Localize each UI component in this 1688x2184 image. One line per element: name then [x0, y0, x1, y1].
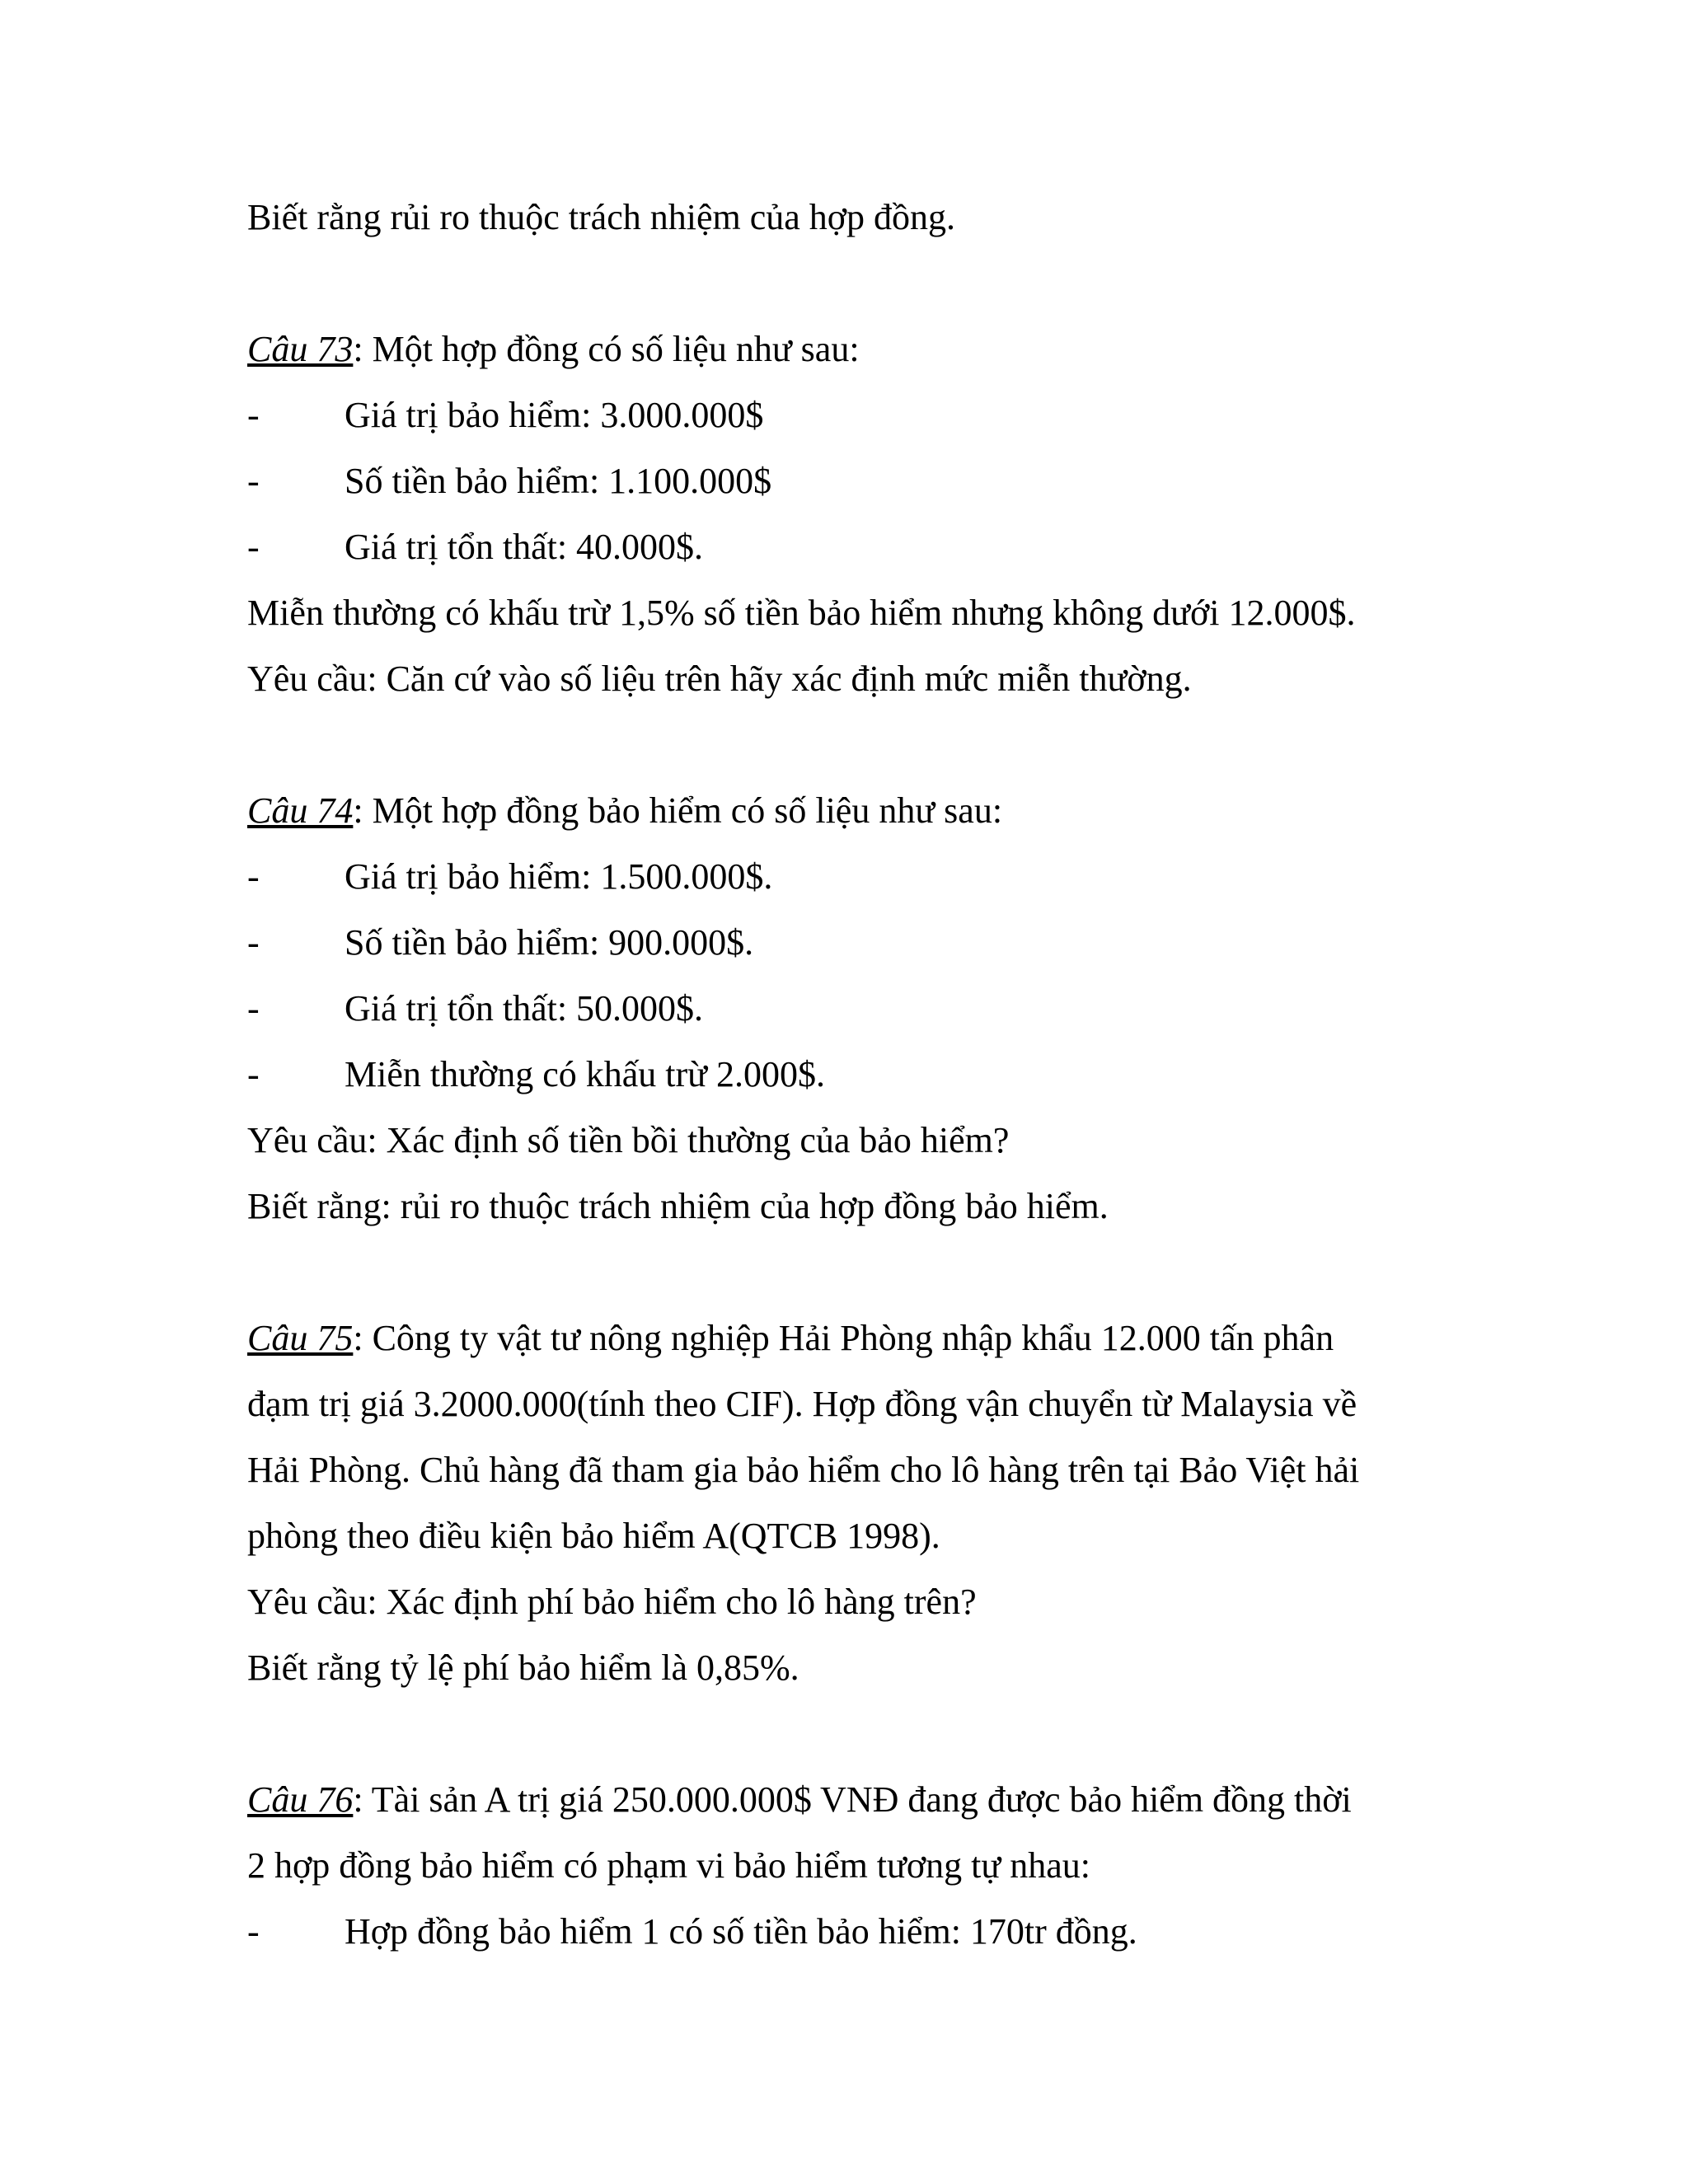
question-74-line-1: Yêu cầu: Xác định số tiền bồi thường của bảo hiểm?	[247, 1120, 1010, 1160]
question-73-heading-text: : Một hợp đồng có số liệu như sau:	[353, 329, 860, 369]
question-73-line-2: Yêu cầu: Căn cứ vào số liệu trên hãy xác định mức miễn thường.	[247, 658, 1192, 699]
question-74-bullet-4: Miễn thường có khấu trừ 2.000$.	[345, 1054, 825, 1094]
intro-text: Biết rằng rủi ro thuộc trách nhiệm của hợp đồng.	[247, 197, 956, 237]
question-73-label: Câu 73	[247, 329, 354, 369]
question-75-label: Câu 75	[247, 1318, 354, 1358]
question-76-heading-text: : Tài sản A trị giá 250.000.000$ VNĐ đang được bảo hiểm đồng thời	[353, 1779, 1352, 1820]
question-75-line-3: phòng theo điều kiện bảo hiểm A(QTCB 1998).	[247, 1516, 940, 1556]
bullet-marker: -	[247, 395, 260, 435]
question-74-heading	[247, 788, 1002, 834]
question-76-line-1: 2 hợp đồng bảo hiểm có phạm vi bảo hiểm tương tự nhau:	[247, 1845, 1090, 1886]
question-75-heading-text: : Công ty vật tư nông nghiệp Hải Phòng nhập khẩu 12.000 tấn phân	[353, 1318, 1334, 1358]
bullet-marker: -	[247, 1054, 260, 1094]
question-76-label: Câu 76	[247, 1779, 354, 1820]
question-75-line-4: Yêu cầu: Xác định phí bảo hiểm cho lô hàng trên?	[247, 1582, 977, 1622]
question-75-heading	[247, 1315, 1334, 1361]
question-74-label: Câu 74	[247, 790, 354, 831]
bullet-marker: -	[247, 1911, 260, 1952]
question-75-line-1: đạm trị giá 3.2000.000(tính theo CIF). Hợp đồng vận chuyển từ Malaysia về	[247, 1384, 1357, 1424]
question-74-bullet-3: Giá trị tổn thất: 50.000$.	[345, 988, 704, 1029]
bullet-marker: -	[247, 988, 260, 1029]
question-73-bullet-3: Giá trị tổn thất: 40.000$.	[345, 527, 704, 567]
question-75-line-5: Biết rằng tỷ lệ phí bảo hiểm là 0,85%.	[247, 1647, 799, 1688]
question-73-line-1: Miễn thường có khấu trừ 1,5% số tiền bảo hiểm nhưng không dưới 12.000$.	[247, 593, 1356, 633]
question-76-heading	[247, 1777, 1352, 1823]
bullet-marker: -	[247, 856, 260, 897]
bullet-marker: -	[247, 922, 260, 963]
question-73-heading	[247, 326, 860, 373]
question-75-line-2: Hải Phòng. Chủ hàng đã tham gia bảo hiểm cho lô hàng trên tại Bảo Việt hải	[247, 1450, 1360, 1490]
question-73-bullet-2: Số tiền bảo hiểm: 1.100.000$	[345, 461, 772, 501]
bullet-marker: -	[247, 527, 260, 567]
question-74-bullet-1: Giá trị bảo hiểm: 1.500.000$.	[345, 856, 773, 897]
question-74-heading-text: : Một hợp đồng bảo hiểm có số liệu như sau:	[353, 790, 1003, 831]
question-74-bullet-2: Số tiền bảo hiểm: 900.000$.	[345, 922, 754, 963]
question-73-bullet-1: Giá trị bảo hiểm: 3.000.000$	[345, 395, 764, 435]
question-74-line-2: Biết rằng: rủi ro thuộc trách nhiệm của hợp đồng bảo hiểm.	[247, 1186, 1109, 1226]
bullet-marker: -	[247, 461, 260, 501]
question-76-bullet-1: Hợp đồng bảo hiểm 1 có số tiền bảo hiểm: 170tr đồng.	[345, 1911, 1137, 1952]
